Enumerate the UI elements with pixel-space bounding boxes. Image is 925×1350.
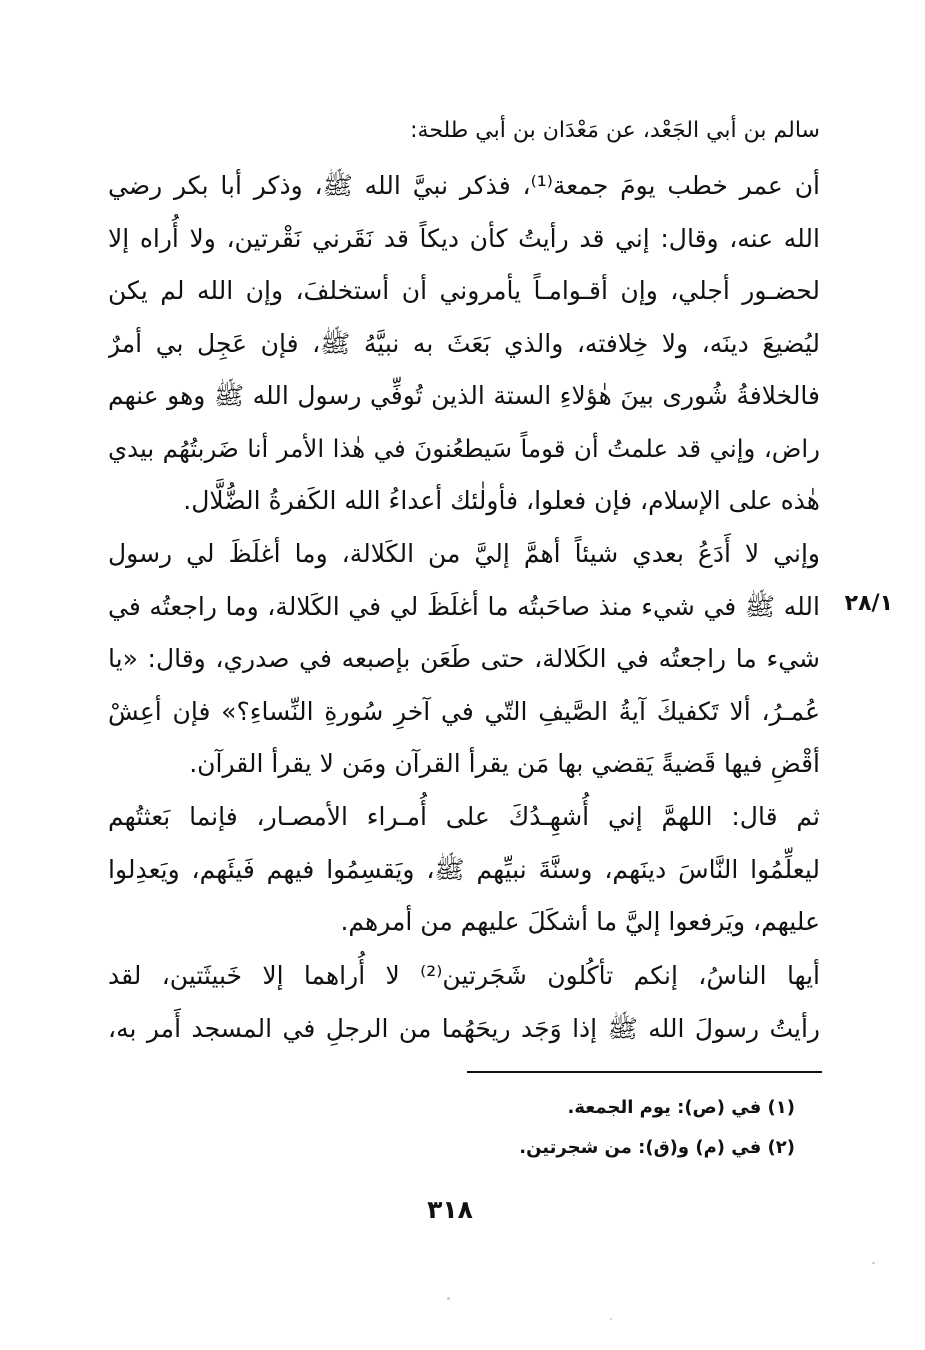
footnote-2: (٢) في (م) و(ق): من شجرتين. xyxy=(519,1137,795,1158)
footnotes xyxy=(300,1088,795,1168)
text-line: راض، وإني قد علمتُ أن قوماً سَيطعُنونَ في هٰذا الأمر أنا ضَربتُهُم بيدي xyxy=(108,433,820,463)
text-line: وإني لا أَدَعُ بعدي شيئاً أهمَّ إليَّ من الكَلالة، وما أغلَظَ لي رسول xyxy=(108,539,820,568)
page-number: ٣١٨ xyxy=(427,1195,473,1224)
margin-reference: ٢٨/١ xyxy=(844,591,893,616)
scan-speck xyxy=(610,1318,612,1320)
text-line: لحضـور أجلي، وإن أقـوامـاً يأمروني أن أستخلفَ، وإن الله لم يكن xyxy=(108,276,820,305)
text-line: الله عنه، وقال: إني قد رأيتُ كأن ديكاً قد نَقَرني نَقْرتين، ولا أُراه إلا xyxy=(108,223,820,253)
text-line: شيء ما راجعتُه في الكَلالة، حتى طَعَن بإصبعه في صدري، وقال: «يا xyxy=(108,644,820,673)
text-line: ليُضيعَ دينَه، ولا خِلافته، والذي بَعَثَ به نبيَّهُ ﷺ، فإن عَجِل بي أمرٌ xyxy=(108,328,820,358)
text-line: أن عمر خطب يومَ جمعة⁽¹⁾، فذكر نبيَّ الله ﷺ، وذكر أبا بكر رضي xyxy=(108,171,820,200)
paragraph-4 xyxy=(108,950,820,1055)
paragraph-2 xyxy=(108,528,820,791)
text-line: رأيتُ رسولَ الله ﷺ إذا وَجَد ريحَهُما من الرجلِ في المسجد أَمر به، xyxy=(108,1013,820,1043)
text-line: الله ﷺ في شيء منذ صاحَبتُه ما أغلَظَ لي في الكَلالة، وما راجعتُه في xyxy=(108,591,820,621)
intro-line: سالم بن أبي الجَعْد، عن مَعْدَان بن أبي طلحة: xyxy=(410,118,820,143)
text-line: أقْضِ فيها قَضيةً يَقضي بها مَن يقرأ القرآن ومَن لا يقرأ القرآن. xyxy=(189,749,820,778)
text-line: فالخلافةُ شُورى بينَ هٰؤلاءِ الستة الذين تُوفِّي رسول الله ﷺ وهو عنهم xyxy=(108,381,820,410)
footnote-1: (١) في (ص): يوم الجمعة. xyxy=(567,1097,795,1118)
scan-speck xyxy=(447,1297,450,1300)
paragraph-1 xyxy=(108,160,820,528)
text-line: ثم قال: اللهمَّ إني أُشهِـدُكَ على أُمـراء الأمصـار، فإنما بَعثتُهم xyxy=(108,802,820,831)
text-line: أيها الناسُ، إنكم تأكُلون شَجَرتين⁽²⁾ لا أُراهما إلا خَبيثَتين، لقد xyxy=(108,961,820,990)
text-line: هٰذه على الإسلام، فإن فعلوا، فأولٰئك أعداءُ الله الكَفرةُ الضُّلَّال. xyxy=(183,486,820,515)
paragraph-3 xyxy=(108,791,820,949)
text-line: عليهم، ويَرفعوا إليَّ ما أشكَلَ عليهم من أمرهم. xyxy=(340,907,820,936)
footnote-separator xyxy=(467,1071,822,1073)
text-line: ليعلِّمُوا النَّاسَ دينَهم، وسنَّةَ نبيِّهم ﷺ، ويَقسِمُوا فيهم فَيئَهم، ويَعدِلوا xyxy=(108,854,820,884)
scan-speck xyxy=(872,1262,875,1264)
text-line: عُمـرُ، ألا تَكفيكَ آيةُ الصَّيفِ التّي في آخرِ سُورةِ النِّساءِ؟» فإن أعِشْ xyxy=(108,696,820,726)
